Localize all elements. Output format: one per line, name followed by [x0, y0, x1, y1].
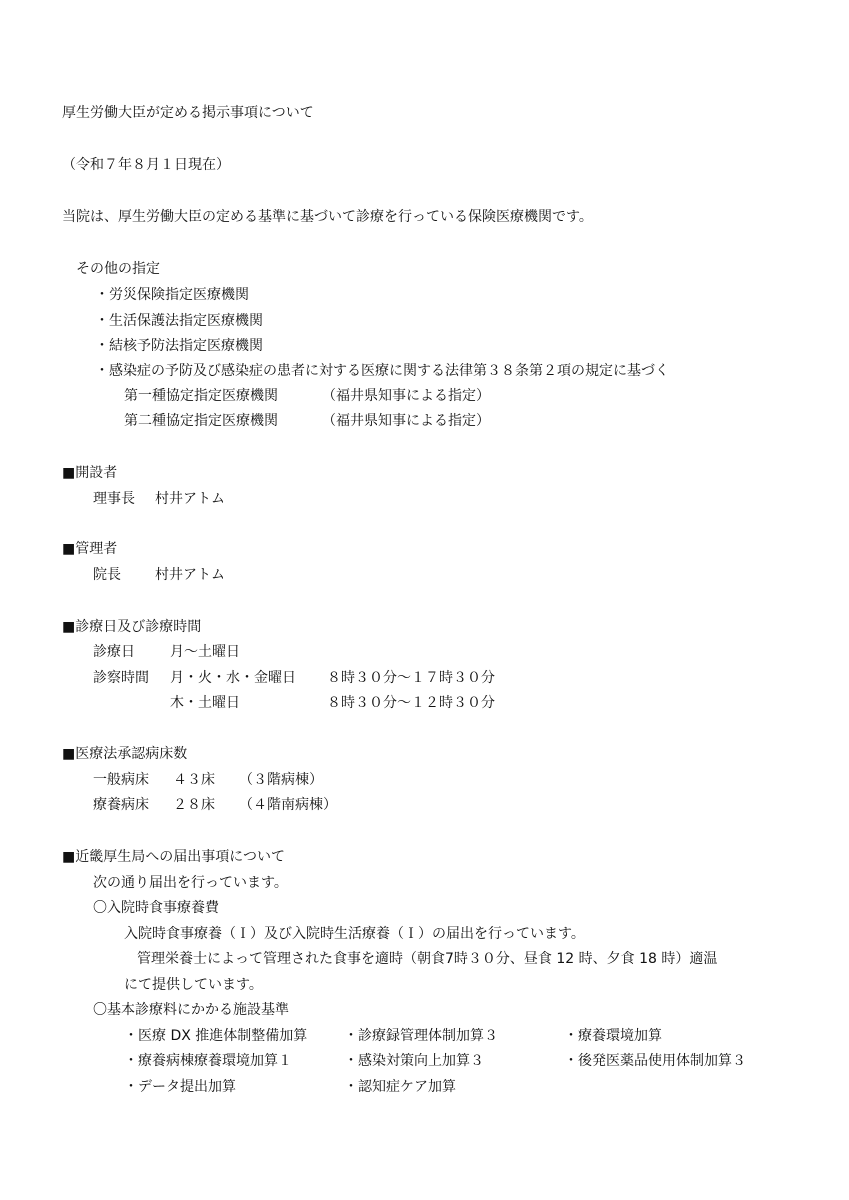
bed-row	[93, 798, 337, 812]
intro-text: 当院は、厚生労働大臣の定める基準に基づいて診療を行っている保険医療機関です。	[62, 209, 593, 225]
hours-days: 月～土曜日	[170, 644, 240, 660]
hours-row-time: ８時３０分～１２時３０分	[327, 695, 495, 711]
section-heading: ■近畿厚生局への届出事項について	[62, 849, 285, 865]
meals-line: 入院時食事療養（Ｉ）及び入院時生活療養（Ｉ）の届出を行っています。	[124, 926, 585, 942]
list-item: ・感染症の予防及び感染症の患者に対する医療に関する法律第３８条第２項の規定に基づく	[95, 363, 669, 379]
facility-item: ・感染対策向上加算３	[344, 1053, 484, 1069]
list-item: ・結核予防法指定医療機関	[95, 338, 263, 354]
bed-type: 一般病床	[93, 772, 149, 788]
facility-heading: 〇基本診療料にかかる施設基準	[93, 1002, 289, 1018]
bed-ward: （４階南病棟）	[239, 797, 337, 813]
hours-row-time: ８時３０分～１７時３０分	[327, 670, 495, 686]
section-heading: ■医療法承認病床数	[62, 746, 188, 762]
sub-item	[124, 414, 490, 428]
sub-item-name: 第一種協定指定医療機関	[124, 388, 278, 404]
section-heading: ■管理者	[62, 541, 118, 557]
bed-row	[93, 773, 323, 787]
page-title: 厚生労働大臣が定める掲示事項について	[62, 105, 314, 121]
list-item: ・労災保険指定医療機関	[95, 287, 249, 303]
list-item: ・生活保護法指定医療機関	[95, 313, 263, 329]
notifications-intro: 次の通り届出を行っています。	[93, 875, 288, 891]
hours-row	[93, 671, 495, 685]
section-heading: ■開設者	[62, 465, 118, 481]
meals-line: 管理栄養士によって管理された食事を適時（朝食7時３０分、昼食 12 時、夕食 18 時）適温	[137, 951, 718, 967]
founder-row	[93, 492, 225, 506]
bed-count: ２８床	[173, 797, 215, 813]
sub-item-note: （福井県知事による指定）	[322, 413, 490, 429]
hours-time-label: 診察時間	[93, 670, 149, 686]
manager-name: 村井アトム	[155, 567, 225, 583]
founder-title: 理事長	[93, 491, 135, 507]
hours-row-days: 木・土曜日	[170, 695, 240, 711]
facility-item: ・療養病棟療養環境加算１	[124, 1053, 292, 1069]
facility-item: ・認知症ケア加算	[344, 1079, 456, 1095]
section-heading: その他の指定	[76, 261, 160, 277]
founder-name: 村井アトム	[155, 491, 225, 507]
facility-item: ・医療 DX 推進体制整備加算	[124, 1028, 308, 1044]
sub-item-note: （福井県知事による指定）	[322, 388, 490, 404]
bed-type: 療養病床	[93, 797, 149, 813]
meals-heading: 〇入院時食事療養費	[93, 900, 219, 916]
manager-row	[93, 568, 225, 582]
bed-count: ４３床	[173, 772, 215, 788]
manager-title: 院長	[93, 567, 121, 583]
sub-item-name: 第二種協定指定医療機関	[124, 413, 278, 429]
facility-item: ・後発医薬品使用体制加算３	[564, 1053, 746, 1069]
hours-row	[170, 696, 495, 710]
facility-item: ・データ提出加算	[124, 1079, 236, 1095]
meals-line: にて提供しています。	[124, 977, 263, 993]
facility-item: ・療養環境加算	[564, 1028, 662, 1044]
facility-item: ・診療録管理体制加算３	[344, 1028, 498, 1044]
sub-item	[124, 389, 490, 403]
bed-ward: （３階病棟）	[239, 772, 323, 788]
hours-days-row	[93, 645, 240, 659]
as-of-date: （令和７年８月１日現在）	[62, 157, 230, 173]
hours-row-days: 月・火・水・金曜日	[170, 670, 296, 686]
hours-day-label: 診療日	[93, 644, 135, 660]
section-heading: ■診療日及び診療時間	[62, 619, 202, 635]
